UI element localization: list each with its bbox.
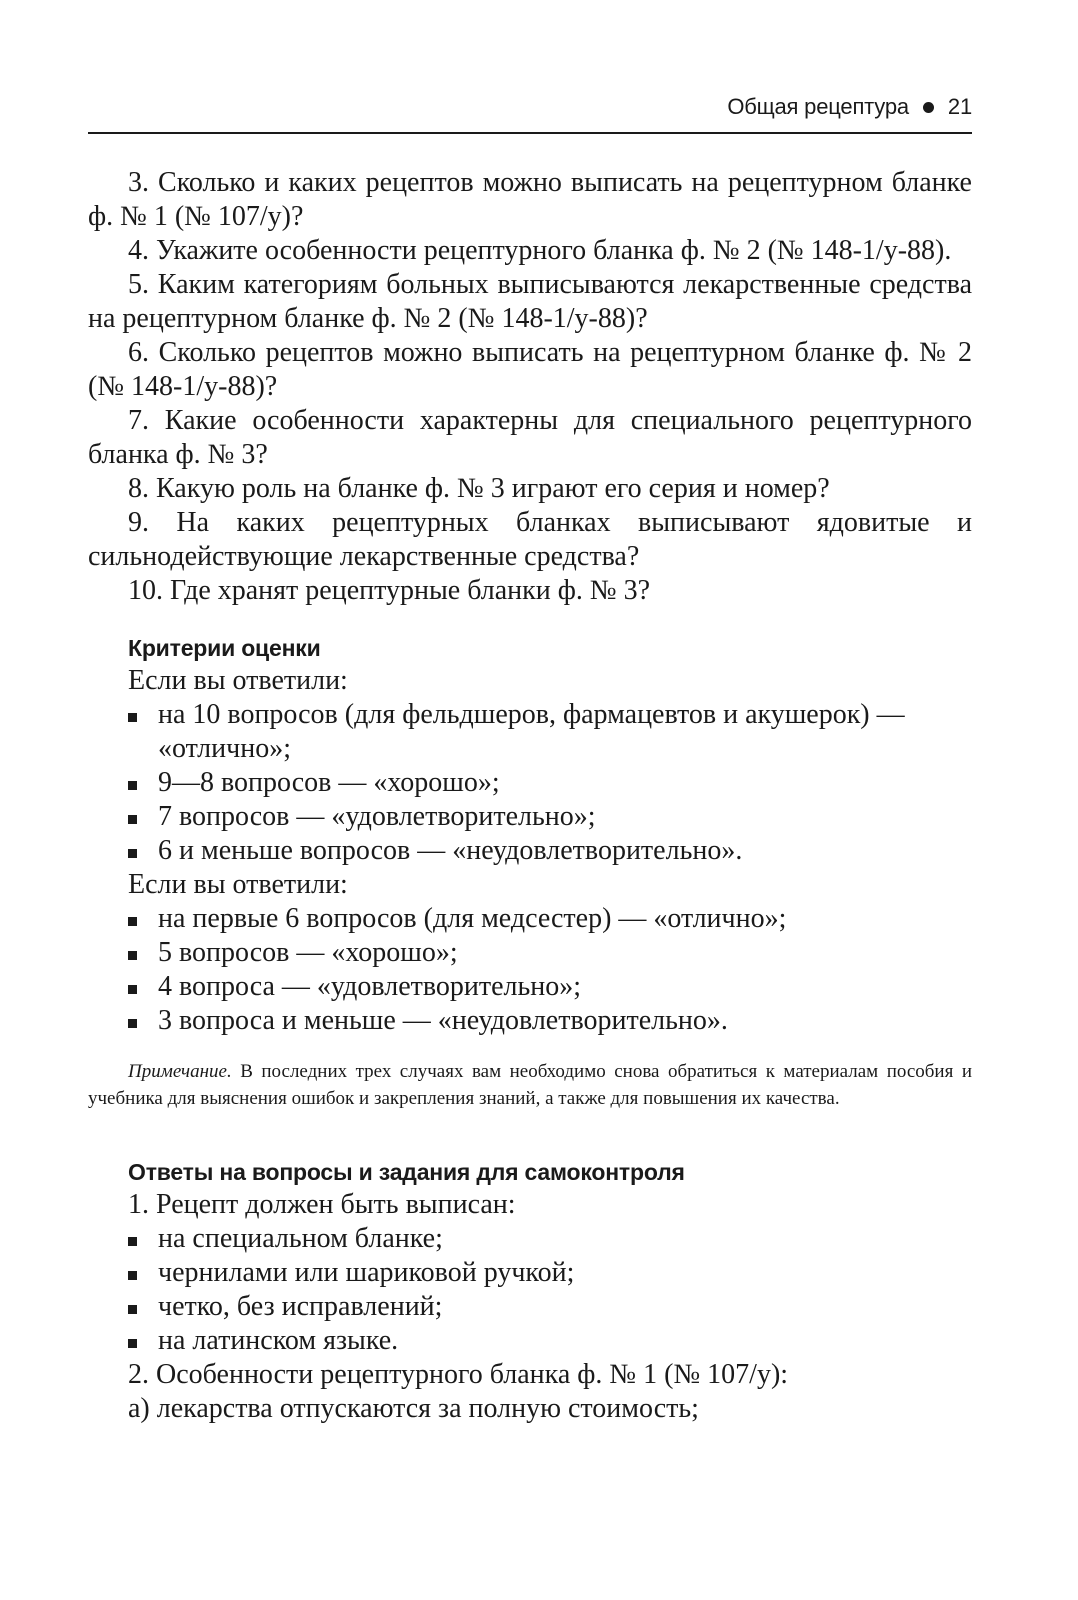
bullet-dot-icon bbox=[923, 102, 934, 113]
answer-item: 1. Рецепт должен быть выписан: bbox=[128, 1189, 516, 1220]
answers-heading: Ответы на вопросы и задания для самоконтроля bbox=[128, 1159, 685, 1185]
list-item: 5 вопросов — «хорошо»; bbox=[158, 936, 972, 970]
question-item: 3. Сколько и каких рецептов можно выписать на рецептурном бланке ф. № 1 (№ 107/у)? bbox=[88, 167, 972, 232]
page-body bbox=[88, 166, 972, 1426]
answer-item: 2. Особенности рецептурного бланка ф. № 1 (№ 107/у): bbox=[128, 1359, 789, 1390]
list-item: 3 вопроса и меньше — «неудовлетворительно». bbox=[158, 1004, 972, 1038]
list-item: 7 вопросов — «удовлетворительно»; bbox=[158, 800, 972, 834]
question-item: 8. Какую роль на бланке ф. № 3 играют его серия и номер? bbox=[128, 473, 830, 504]
question-item: 5. Каким категориям больных выписываются лекарственные средства на рецептурном бланке ф. № 2 (№ 148-1/у-88)? bbox=[88, 269, 972, 334]
criteria-list-1 bbox=[88, 698, 972, 868]
page-number: 21 bbox=[947, 94, 972, 119]
note bbox=[88, 1058, 972, 1112]
list-item: на 10 вопросов (для фельдшеров, фармацевтов и акушерок) — «отлично»; bbox=[158, 698, 972, 766]
question-item: 6. Сколько рецептов можно выписать на рецептурном бланке ф. № 2 (№ 148-1/у-88)? bbox=[88, 337, 972, 402]
running-title: Общая рецептура bbox=[727, 94, 909, 119]
question-item: 10. Где хранят рецептурные бланки ф. № 3? bbox=[128, 575, 651, 606]
criteria-intro: Если вы ответили: bbox=[128, 869, 348, 900]
list-item: четко, без исправлений; bbox=[158, 1290, 972, 1324]
page-header bbox=[88, 92, 972, 134]
list-item: 4 вопроса — «удовлетворительно»; bbox=[158, 970, 972, 1004]
list-item: на латинском языке. bbox=[158, 1324, 972, 1358]
list-item: 9—8 вопросов — «хорошо»; bbox=[158, 766, 972, 800]
criteria-intro: Если вы ответили: bbox=[128, 665, 348, 696]
criteria-heading: Критерии оценки bbox=[128, 635, 321, 661]
answers-list-1 bbox=[88, 1222, 972, 1358]
criteria-list-2 bbox=[88, 902, 972, 1038]
answer-subitem: а) лекарства отпускаются за полную стоимость; bbox=[128, 1393, 699, 1424]
question-item: 7. Какие особенности характерны для специального рецептурного бланка ф. № 3? bbox=[88, 405, 972, 470]
question-item: 9. На каких рецептурных бланках выписывают ядовитые и сильнодействующие лекарственные средства? bbox=[88, 507, 972, 572]
list-item: на специальном бланке; bbox=[158, 1222, 972, 1256]
note-text: В последних трех случаях вам необходимо снова обратиться к материалам пособия и учебника для выяснения ошибок и закрепления знаний, а также для повышения их качества. bbox=[88, 1061, 973, 1109]
question-item: 4. Укажите особенности рецептурного бланка ф. № 2 (№ 148-1/у-88). bbox=[128, 235, 952, 266]
list-item: на первые 6 вопросов (для медсестер) — «отлично»; bbox=[158, 902, 972, 936]
note-label: Примечание. bbox=[128, 1061, 232, 1082]
list-item: чернилами или шариковой ручкой; bbox=[158, 1256, 972, 1290]
list-item: 6 и меньше вопросов — «неудовлетворительно». bbox=[158, 834, 972, 868]
running-header bbox=[727, 92, 972, 122]
